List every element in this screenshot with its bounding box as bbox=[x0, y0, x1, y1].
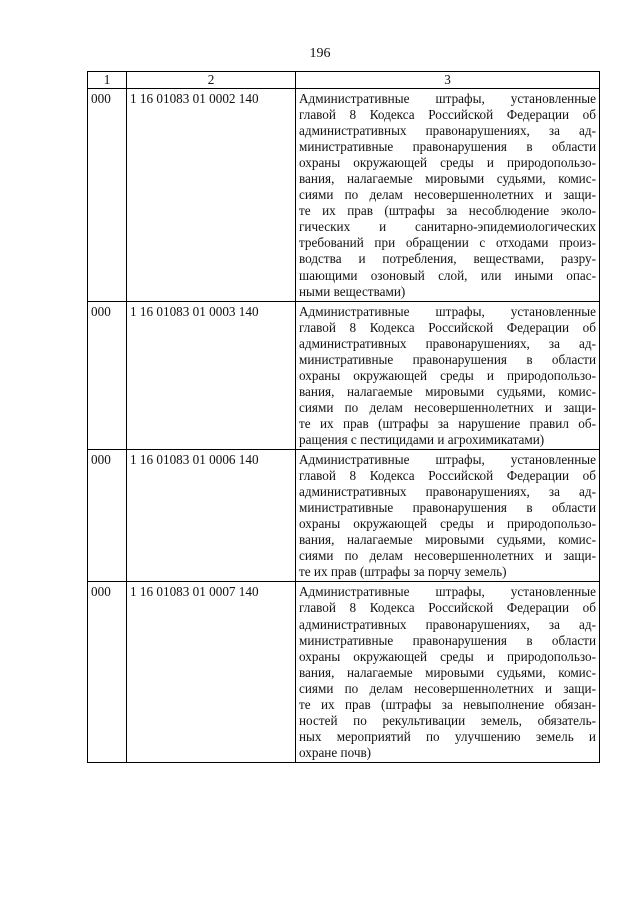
description-line: те их прав (штрафы за невыполнение обязан- bbox=[299, 696, 596, 712]
admin-code-cell: 000 bbox=[88, 582, 127, 763]
description-line: ными веществами) bbox=[299, 283, 406, 299]
description-line: вания, налагаемые мировыми судьями, комис- bbox=[299, 383, 596, 399]
description-line: сиями по делам несовершеннолетних и защи- bbox=[299, 548, 596, 564]
description-cell bbox=[296, 89, 600, 302]
description-line: охраны окружающей среды и природопользо- bbox=[299, 367, 596, 383]
description-line: вания, налагаемые мировыми судьями, комис- bbox=[299, 664, 596, 680]
column-header-2: 2 bbox=[127, 72, 296, 89]
budget-classification-code-cell: 1 16 01083 01 0002 140 bbox=[127, 89, 296, 302]
description-line: главой 8 Кодекса Российской Федерации об bbox=[299, 107, 596, 123]
description-line: административных правонарушениях, за ад- bbox=[299, 123, 596, 139]
description-line: требований при обращении с отходами произ- bbox=[299, 235, 596, 251]
table-row bbox=[88, 450, 600, 582]
description-line: сиями по делам несовершеннолетних и защи- bbox=[299, 187, 596, 203]
description-line: административных правонарушениях, за ад- bbox=[299, 335, 596, 351]
description-line: ращения с пестицидами и агрохимикатами) bbox=[299, 431, 545, 447]
page-number: 196 bbox=[309, 46, 331, 61]
description-line: охраны окружающей среды и природопользо- bbox=[299, 648, 596, 664]
admin-code-cell: 000 bbox=[88, 450, 127, 582]
description-line: ностей по рекультивации земель, обязатель- bbox=[299, 712, 596, 728]
description-line: охраны окружающей среды и природопользо- bbox=[299, 516, 596, 532]
description-line: водства и потребления, веществами, разру- bbox=[299, 251, 596, 267]
description-line: Административные штрафы, установленные bbox=[299, 584, 596, 600]
budget-classification-code-cell: 1 16 01083 01 0007 140 bbox=[127, 582, 296, 763]
description-line: административных правонарушениях, за ад- bbox=[299, 484, 596, 500]
description-line: те их прав (штрафы за несоблюдение эколо- bbox=[299, 203, 596, 219]
description-line: министративные правонарушения в области bbox=[299, 500, 596, 516]
description-line: ных мероприятий по улучшению земель и bbox=[299, 728, 596, 744]
description-line: Административные штрафы, установленные bbox=[299, 303, 596, 319]
description-line: Административные штрафы, установленные bbox=[299, 91, 596, 106]
description-line: административных правонарушениях, за ад- bbox=[299, 616, 596, 632]
budget-classification-code-cell: 1 16 01083 01 0006 140 bbox=[127, 450, 296, 582]
description-line: главой 8 Кодекса Российской Федерации об bbox=[299, 468, 596, 484]
description-line: сиями по делам несовершеннолетних и защи- bbox=[299, 399, 596, 415]
description-line: министративные правонарушения в области bbox=[299, 632, 596, 648]
description-line: сиями по делам несовершеннолетних и защи- bbox=[299, 680, 596, 696]
description-cell bbox=[296, 582, 600, 763]
description-line: главой 8 Кодекса Российской Федерации об bbox=[299, 600, 596, 616]
description-line: главой 8 Кодекса Российской Федерации об bbox=[299, 319, 596, 335]
description-line: Административные штрафы, установленные bbox=[299, 452, 596, 468]
table-row bbox=[88, 301, 600, 449]
description-line: шающими озоновый слой, или иными опас- bbox=[299, 267, 596, 283]
table-header-row bbox=[88, 72, 600, 89]
description-cell bbox=[296, 450, 600, 582]
budget-codes-table bbox=[87, 71, 600, 763]
description-line: министративные правонарушения в области bbox=[299, 351, 596, 367]
description-line: охраны окружающей среды и природопользо- bbox=[299, 155, 596, 171]
table-row bbox=[88, 89, 600, 302]
table-row bbox=[88, 582, 600, 763]
description-line: гических и санитарно-эпидемиологических bbox=[299, 219, 596, 235]
description-line: вания, налагаемые мировыми судьями, комис- bbox=[299, 171, 596, 187]
column-header-3: 3 bbox=[296, 72, 600, 89]
column-header-1: 1 bbox=[88, 72, 127, 89]
description-line: вания, налагаемые мировыми судьями, комис- bbox=[299, 532, 596, 548]
admin-code-cell: 000 bbox=[88, 301, 127, 449]
description-line: охране почв) bbox=[299, 744, 372, 760]
description-line: те их прав (штрафы за порчу земель) bbox=[299, 564, 507, 580]
description-line: те их прав (штрафы за нарушение правил об- bbox=[299, 415, 596, 431]
admin-code-cell: 000 bbox=[88, 89, 127, 302]
description-cell bbox=[296, 301, 600, 449]
budget-classification-code-cell: 1 16 01083 01 0003 140 bbox=[127, 301, 296, 449]
table-body bbox=[88, 89, 600, 763]
description-line: министративные правонарушения в области bbox=[299, 139, 596, 155]
